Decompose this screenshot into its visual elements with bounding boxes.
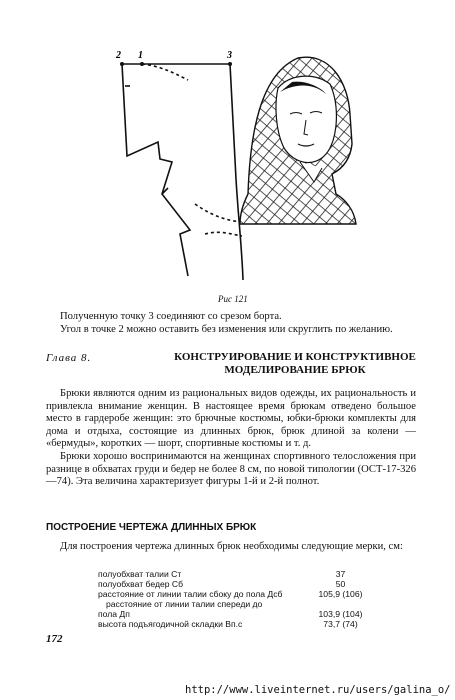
pattern-draft-drawing	[122, 64, 243, 280]
measurement-value: 50	[335, 579, 346, 589]
point-label-3: 3	[227, 50, 232, 61]
chapter-body	[46, 388, 416, 489]
section-intro: Для построения чертежа длинных брюк необходимы следующие мерки, см:	[60, 541, 403, 552]
measurement-label: расстояние от линии талии спереди до	[106, 599, 263, 609]
measurement-row	[98, 619, 368, 629]
body-paragraph: Брюки хорошо воспринимаются на женщинах спортивного телосложения при разнице в обхватах груди и бедер не более 8 см, по новой типологии (ОСТ-17-326—74). Эта величина характеризует фигуры 1-й и 2-й полнот.	[46, 450, 416, 488]
measurement-value: 37	[335, 569, 346, 579]
pattern-figure	[100, 44, 360, 306]
measurement-row	[98, 599, 368, 609]
point-label-1: 1	[138, 50, 143, 61]
paragraph-corner-2: Угол в точке 2 можно оставить без изменения или скруглить по желанию.	[60, 324, 393, 335]
section-heading: ПОСТРОЕНИЕ ЧЕРТЕЖА ДЛИННЫХ БРЮК	[46, 522, 257, 533]
measurement-row	[98, 609, 368, 619]
measurement-value: 103,9 (104)	[318, 609, 363, 619]
hooded-woman-illustration	[240, 57, 356, 224]
measurement-label: полуобхват талии Ст	[98, 569, 182, 579]
measurement-row	[98, 569, 368, 579]
chapter-title: КОНСТРУИРОВАНИЕ И КОНСТРУКТИВНОЕ МОДЕЛИРОВАНИЕ БРЮК	[174, 351, 416, 376]
paragraph-point-3: Полученную точку 3 соединяют со срезом борта.	[60, 311, 282, 322]
figure-caption: Рис 121	[218, 294, 248, 304]
page-number: 172	[46, 633, 63, 645]
measurement-label: расстояние от линии талии сбоку до пола Дсб	[98, 589, 283, 599]
point-label-2: 2	[116, 50, 121, 61]
measurement-value: 105,9 (106)	[318, 589, 363, 599]
body-paragraph: Брюки являются одним из рациональных видов одежды, их рациональность и привлекла внимание женщин. В настоящее время брюкам отведено большое место в гардеробе женщин: это брючные костюмы, юбки-брюки комплекты для дома и отдыха, состоящие из длинных брюк, брюк длиной за колени — «бермуды», коротких — шорт, спортивные костюмы и т. д.	[46, 388, 416, 450]
measurement-row	[98, 589, 368, 599]
measurement-label: полуобхват бедер Сб	[98, 579, 184, 589]
measurement-value	[313, 599, 368, 609]
measurement-label: высота подъягодичной складки Вп.с	[98, 619, 243, 629]
chapter-label: Глава 8.	[46, 352, 92, 364]
measurement-row	[98, 579, 368, 589]
measurement-value: 73,7 (74)	[323, 619, 358, 629]
measurement-label: пола Дп	[98, 609, 130, 619]
measurements-table	[98, 569, 368, 629]
source-url-watermark: http://www.liveinternet.ru/users/galina_o/	[185, 684, 451, 696]
